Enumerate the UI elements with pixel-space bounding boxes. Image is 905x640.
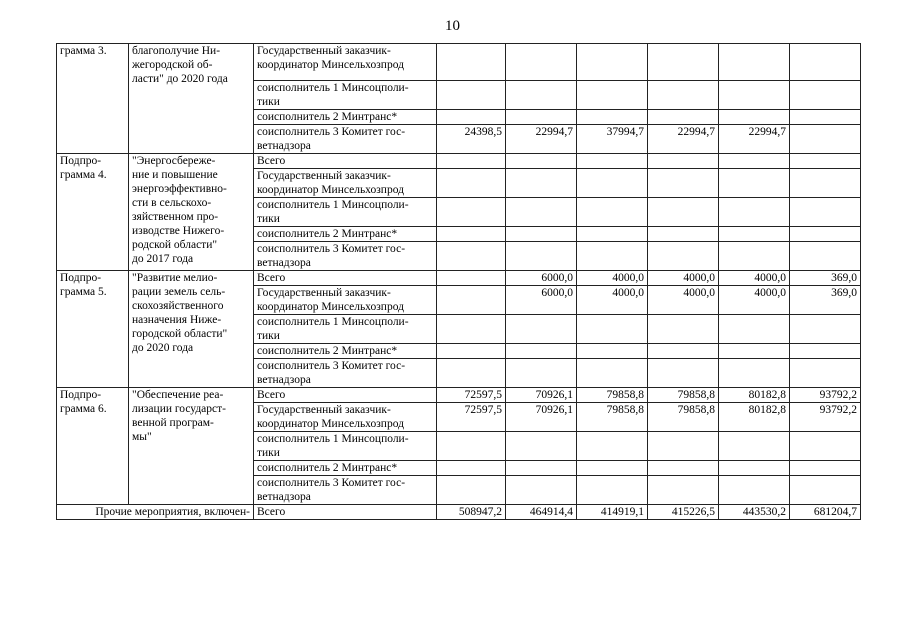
amount-cell: 4000,0 (719, 286, 790, 315)
amount-cell (437, 154, 506, 169)
amount-cell (437, 198, 506, 227)
amount-cell: 6000,0 (506, 286, 577, 315)
amount-cell: 22994,7 (506, 125, 577, 154)
executor-label: соисполнитель 1 Минсоцполи- тики (254, 432, 437, 461)
amount-cell (506, 344, 577, 359)
amount-cell: 70926,1 (506, 388, 577, 403)
executor-label: соисполнитель 1 Минсоцполи- тики (254, 81, 437, 110)
subprogram-name: "Обеспечение реа- лизации государст- венной програм- мы" (129, 388, 254, 505)
amount-cell: 72597,5 (437, 388, 506, 403)
executor-label: соисполнитель 1 Минсоцполи- тики (254, 198, 437, 227)
amount-cell (577, 169, 648, 198)
executor-label: соисполнитель 3 Комитет гос- ветнадзора (254, 476, 437, 505)
page-number: 10 (445, 18, 460, 34)
amount-cell (648, 476, 719, 505)
amount-cell: 70926,1 (506, 403, 577, 432)
executor-label: соисполнитель 2 Минтранс* (254, 110, 437, 125)
amount-cell (437, 344, 506, 359)
amount-cell (577, 227, 648, 242)
amount-cell (648, 359, 719, 388)
amount-cell (648, 110, 719, 125)
amount-cell (790, 242, 861, 271)
executor-label: соисполнитель 3 Комитет гос- ветнадзора (254, 125, 437, 154)
amount-cell (577, 110, 648, 125)
amount-cell (719, 432, 790, 461)
amount-cell (648, 198, 719, 227)
amount-cell (437, 81, 506, 110)
amount-cell: 24398,5 (437, 125, 506, 154)
executor-label: соисполнитель 2 Минтранс* (254, 344, 437, 359)
amount-cell (506, 169, 577, 198)
amount-cell: 369,0 (790, 271, 861, 286)
amount-cell (648, 315, 719, 344)
amount-cell (719, 110, 790, 125)
amount-cell: 369,0 (790, 286, 861, 315)
amount-cell (648, 169, 719, 198)
amount-cell (506, 315, 577, 344)
amount-cell (437, 110, 506, 125)
amount-cell (719, 227, 790, 242)
amount-cell: 4000,0 (648, 286, 719, 315)
amount-cell: 681204,7 (790, 505, 861, 520)
amount-cell (790, 198, 861, 227)
amount-cell (437, 169, 506, 198)
amount-cell (437, 359, 506, 388)
subprogram-number: грамма 3. (57, 44, 129, 154)
amount-cell (437, 315, 506, 344)
amount-cell (437, 476, 506, 505)
amount-cell: 79858,8 (577, 388, 648, 403)
amount-cell (577, 242, 648, 271)
other-activities-name: Прочие мероприятия, включен- (57, 505, 254, 520)
subprogram-number: Подпро- грамма 4. (57, 154, 129, 271)
amount-cell (790, 476, 861, 505)
amount-cell (648, 461, 719, 476)
amount-cell (437, 432, 506, 461)
amount-cell (437, 461, 506, 476)
amount-cell: 93792,2 (790, 388, 861, 403)
amount-cell (790, 461, 861, 476)
executor-label: Всего (254, 154, 437, 169)
executor-label: соисполнитель 3 Комитет гос- ветнадзора (254, 359, 437, 388)
executor-label: Государственный заказчик- координатор Минсельхозпрод (254, 286, 437, 315)
amount-cell (790, 110, 861, 125)
amount-cell: 22994,7 (648, 125, 719, 154)
amount-cell (506, 227, 577, 242)
amount-cell (719, 81, 790, 110)
amount-cell (506, 110, 577, 125)
amount-cell (719, 359, 790, 388)
subprogram-name: "Энергосбереже- ние и повышение энергоэффективно- сти в сельскохо- зяйственном про- изводстве Нижего- родской области" до 2017 года (129, 154, 254, 271)
table-row (57, 271, 861, 286)
amount-cell (790, 344, 861, 359)
table-row (57, 505, 861, 520)
amount-cell (577, 198, 648, 227)
amount-cell (719, 169, 790, 198)
executor-label: соисполнитель 1 Минсоцполи- тики (254, 315, 437, 344)
amount-cell: 4000,0 (719, 271, 790, 286)
amount-cell: 464914,4 (506, 505, 577, 520)
amount-cell (506, 461, 577, 476)
amount-cell (506, 44, 577, 81)
amount-cell (790, 227, 861, 242)
amount-cell (577, 315, 648, 344)
amount-cell (719, 44, 790, 81)
executor-label: соисполнитель 2 Минтранс* (254, 227, 437, 242)
amount-cell (719, 315, 790, 344)
amount-cell (648, 242, 719, 271)
amount-cell (719, 198, 790, 227)
executor-label: соисполнитель 3 Комитет гос- ветнадзора (254, 242, 437, 271)
subprogram-name: благополучие Ни- жегородской об- ласти" до 2020 года (129, 44, 254, 154)
amount-cell (790, 359, 861, 388)
amount-cell (506, 432, 577, 461)
budget-table (56, 43, 861, 520)
amount-cell (437, 286, 506, 315)
amount-cell (719, 344, 790, 359)
amount-cell (506, 476, 577, 505)
amount-cell (790, 81, 861, 110)
amount-cell (648, 344, 719, 359)
amount-cell (577, 359, 648, 388)
amount-cell (577, 344, 648, 359)
amount-cell (648, 81, 719, 110)
amount-cell (790, 169, 861, 198)
amount-cell: 414919,1 (577, 505, 648, 520)
amount-cell: 79858,8 (648, 403, 719, 432)
amount-cell (719, 461, 790, 476)
executor-label: Государственный заказчик- координатор Минсельхозпрод (254, 403, 437, 432)
amount-cell (577, 44, 648, 81)
amount-cell (506, 359, 577, 388)
subprogram-number: Подпро- грамма 5. (57, 271, 129, 388)
amount-cell: 4000,0 (648, 271, 719, 286)
amount-cell (790, 154, 861, 169)
amount-cell (790, 315, 861, 344)
amount-cell (577, 81, 648, 110)
amount-cell (506, 242, 577, 271)
amount-cell (577, 154, 648, 169)
amount-cell: 443530,2 (719, 505, 790, 520)
executor-label: Государственный заказчик- координатор Минсельхозпрод (254, 44, 437, 81)
amount-cell: 415226,5 (648, 505, 719, 520)
amount-cell: 79858,8 (577, 403, 648, 432)
amount-cell (719, 154, 790, 169)
subprogram-name: "Развитие мелио- рации земель сель- скохозяйственного назначения Ниже- городской области" до 2020 года (129, 271, 254, 388)
amount-cell: 93792,2 (790, 403, 861, 432)
amount-cell: 72597,5 (437, 403, 506, 432)
amount-cell: 80182,8 (719, 403, 790, 432)
amount-cell (648, 44, 719, 81)
executor-label: соисполнитель 2 Минтранс* (254, 461, 437, 476)
amount-cell: 22994,7 (719, 125, 790, 154)
amount-cell (577, 461, 648, 476)
amount-cell: 4000,0 (577, 271, 648, 286)
amount-cell (790, 44, 861, 81)
executor-label: Государственный заказчик- координатор Минсельхозпрод (254, 169, 437, 198)
amount-cell: 4000,0 (577, 286, 648, 315)
amount-cell (648, 227, 719, 242)
amount-cell (719, 476, 790, 505)
amount-cell (648, 432, 719, 461)
amount-cell (437, 227, 506, 242)
amount-cell (648, 154, 719, 169)
amount-cell (437, 44, 506, 81)
amount-cell: 80182,8 (719, 388, 790, 403)
amount-cell: 37994,7 (577, 125, 648, 154)
amount-cell (790, 432, 861, 461)
table-row (57, 388, 861, 403)
amount-cell (719, 242, 790, 271)
table-row (57, 154, 861, 169)
executor-label: Всего (254, 388, 437, 403)
executor-label: Всего (254, 271, 437, 286)
amount-cell: 508947,2 (437, 505, 506, 520)
amount-cell (437, 242, 506, 271)
amount-cell (437, 271, 506, 286)
amount-cell (577, 476, 648, 505)
amount-cell (506, 198, 577, 227)
executor-label: Всего (254, 505, 437, 520)
table-body (57, 44, 861, 520)
amount-cell (577, 432, 648, 461)
amount-cell: 6000,0 (506, 271, 577, 286)
subprogram-number: Подпро- грамма 6. (57, 388, 129, 505)
amount-cell (506, 81, 577, 110)
amount-cell: 79858,8 (648, 388, 719, 403)
amount-cell (790, 125, 861, 154)
amount-cell (506, 154, 577, 169)
table-row (57, 44, 861, 81)
